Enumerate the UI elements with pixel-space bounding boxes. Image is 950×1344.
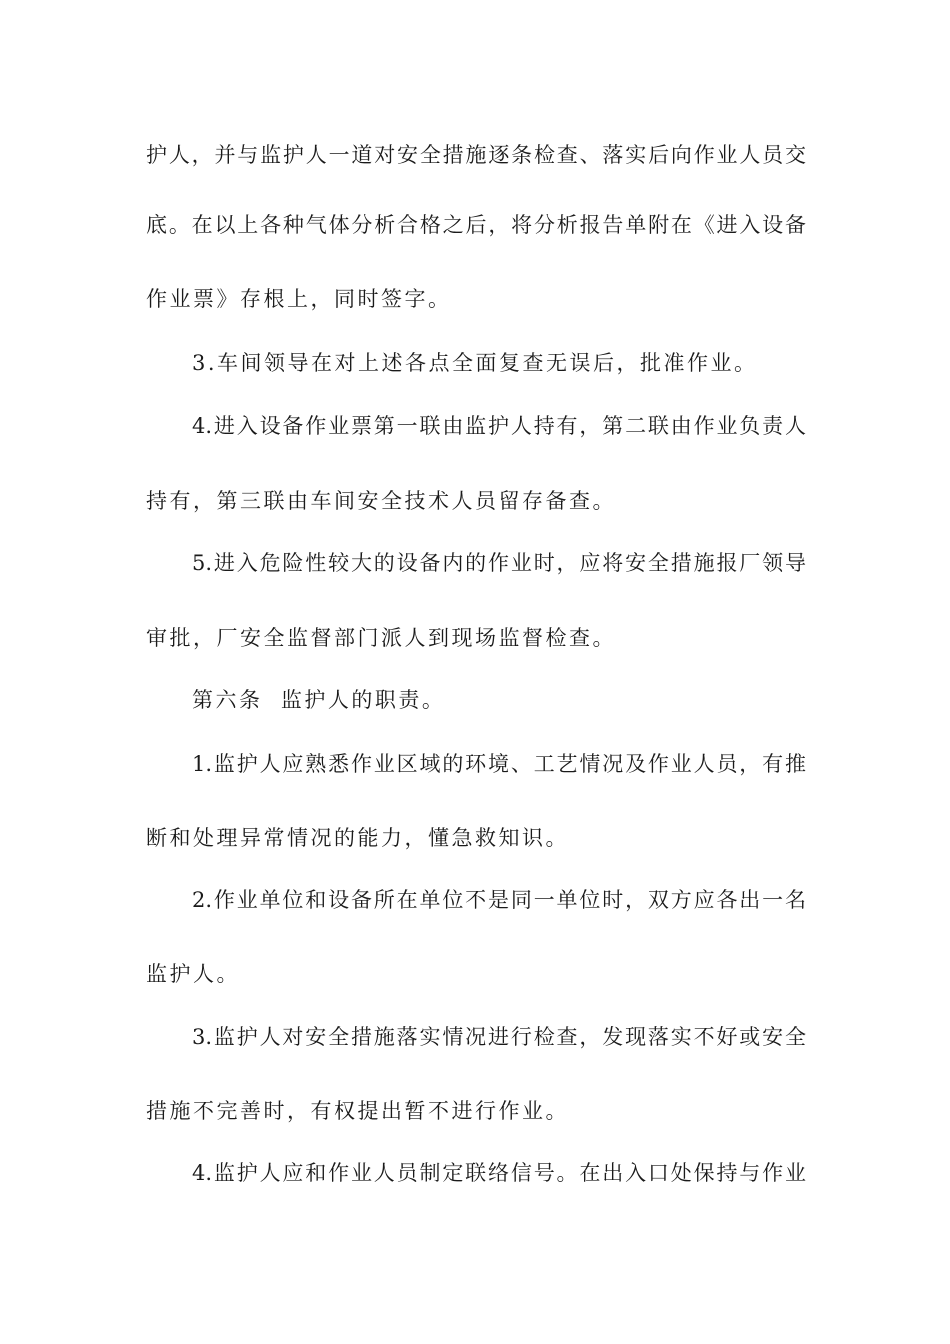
text-line: 4.进入设备作业票第一联由监护人持有，第二联由作业负责人: [192, 414, 806, 438]
text-line: 1.监护人应熟悉作业区域的环境、工艺情况及作业人员，有推: [192, 752, 806, 776]
text-line: 持有，第三联由车间安全技术人员留存备查。: [146, 489, 616, 513]
text-line: 5.进入危险性较大的设备内的作业时，应将安全措施报厂领导: [192, 551, 806, 575]
text-line: 3.车间领导在对上述各点全面复查无误后，批准作业。: [192, 351, 758, 375]
text-line: 审批，厂安全监督部门派人到现场监督检查。: [146, 626, 616, 650]
text-line: 2.作业单位和设备所在单位不是同一单位时，双方应各出一名: [192, 888, 806, 912]
text-line: 断和处理异常情况的能力，懂急救知识。: [146, 826, 569, 850]
text-line: 监护人。: [146, 962, 240, 986]
text-line: 底。在以上各种气体分析合格之后，将分析报告单附在《进入设备: [146, 213, 806, 237]
text-line: 作业票》存根上，同时签字。: [146, 287, 452, 311]
text-line: 措施不完善时，有权提出暂不进行作业。: [146, 1099, 569, 1123]
text-line: 3.监护人对安全措施落实情况进行检查，发现落实不好或安全: [192, 1025, 806, 1049]
text-line: 护人，并与监护人一道对安全措施逐条检查、落实后向作业人员交: [146, 143, 806, 167]
text-line: 4.监护人应和作业人员制定联络信号。在出入口处保持与作业: [192, 1161, 806, 1185]
section-heading: 第六条 监护人的职责。: [192, 688, 446, 712]
